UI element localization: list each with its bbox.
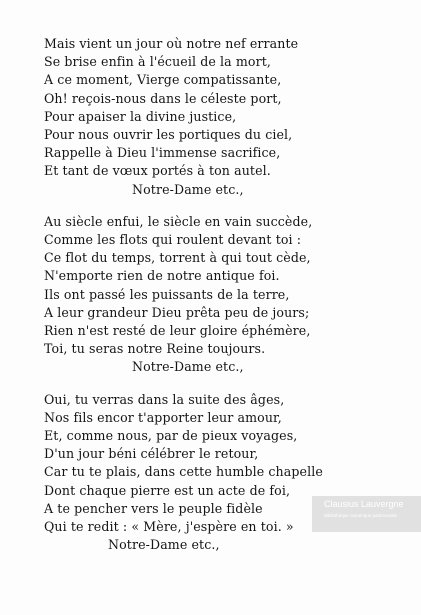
verse-line: Comme les flots qui roulent devant toi : bbox=[44, 232, 302, 248]
verse-line: Oui, tu verras dans la suite des âges, bbox=[44, 391, 285, 407]
verse-line: A leur grandeur Dieu prêta peu de jours; bbox=[44, 304, 310, 320]
verse-line: Ils ont passé les puissants de la terre, bbox=[44, 286, 290, 302]
verse-line: Pour nous ouvrir les portiques du ciel, bbox=[44, 127, 293, 143]
verse-line: Et, comme nous, par de pieux voyages, bbox=[44, 428, 298, 444]
stanza-2 bbox=[44, 213, 404, 377]
verse-line: Toi, tu seras notre Reine toujours. bbox=[44, 341, 266, 357]
watermark-subtitle: Bibliothèque numérique patrimoniale bbox=[324, 513, 398, 518]
verse-line: Oh! reçois-nous dans le céleste port, bbox=[44, 90, 282, 106]
verse-line: Ce flot du temps, torrent à qui tout cède, bbox=[44, 250, 311, 266]
verse-line: N'emporte rien de notre antique foi. bbox=[44, 268, 280, 284]
poem-text bbox=[44, 35, 404, 568]
verse-line: D'un jour béni célébrer le retour, bbox=[44, 446, 259, 462]
verse-line: Et tant de vœux portés à ton autel. bbox=[44, 163, 271, 179]
verse-line: Se brise enfin à l'écueil de la mort, bbox=[44, 54, 271, 70]
verse-line: A te pencher vers le peuple fidèle bbox=[44, 500, 263, 516]
verse-line: Nos fils encor t'apporter leur amour, bbox=[44, 409, 282, 425]
verse-line: A ce moment, Vierge compatissante, bbox=[44, 72, 282, 88]
stanza-1 bbox=[44, 35, 404, 199]
refrain-line: Notre-Dame etc., bbox=[132, 181, 244, 197]
verse-line: Au siècle enfui, le siècle en vain succède, bbox=[44, 213, 313, 229]
refrain-line: Notre-Dame etc., bbox=[132, 359, 244, 375]
verse-line: Dont chaque pierre est un acte de foi, bbox=[44, 482, 291, 498]
refrain-line: Notre-Dame etc., bbox=[108, 537, 220, 553]
verse-line: Qui te redit : « Mère, j'espère en toi. » bbox=[44, 519, 294, 535]
verse-line: Pour apaiser la divine justice, bbox=[44, 108, 237, 124]
library-watermark bbox=[312, 496, 421, 532]
verse-line: Car tu te plais, dans cette humble chapelle bbox=[44, 464, 323, 480]
verse-line: Mais vient un jour où notre nef errante bbox=[44, 36, 299, 51]
watermark-title: Clausius Lauvergne bbox=[324, 499, 404, 509]
verse-line: Rappelle à Dieu l'immense sacrifice, bbox=[44, 145, 281, 161]
verse-line: Rien n'est resté de leur gloire éphémère, bbox=[44, 323, 311, 339]
